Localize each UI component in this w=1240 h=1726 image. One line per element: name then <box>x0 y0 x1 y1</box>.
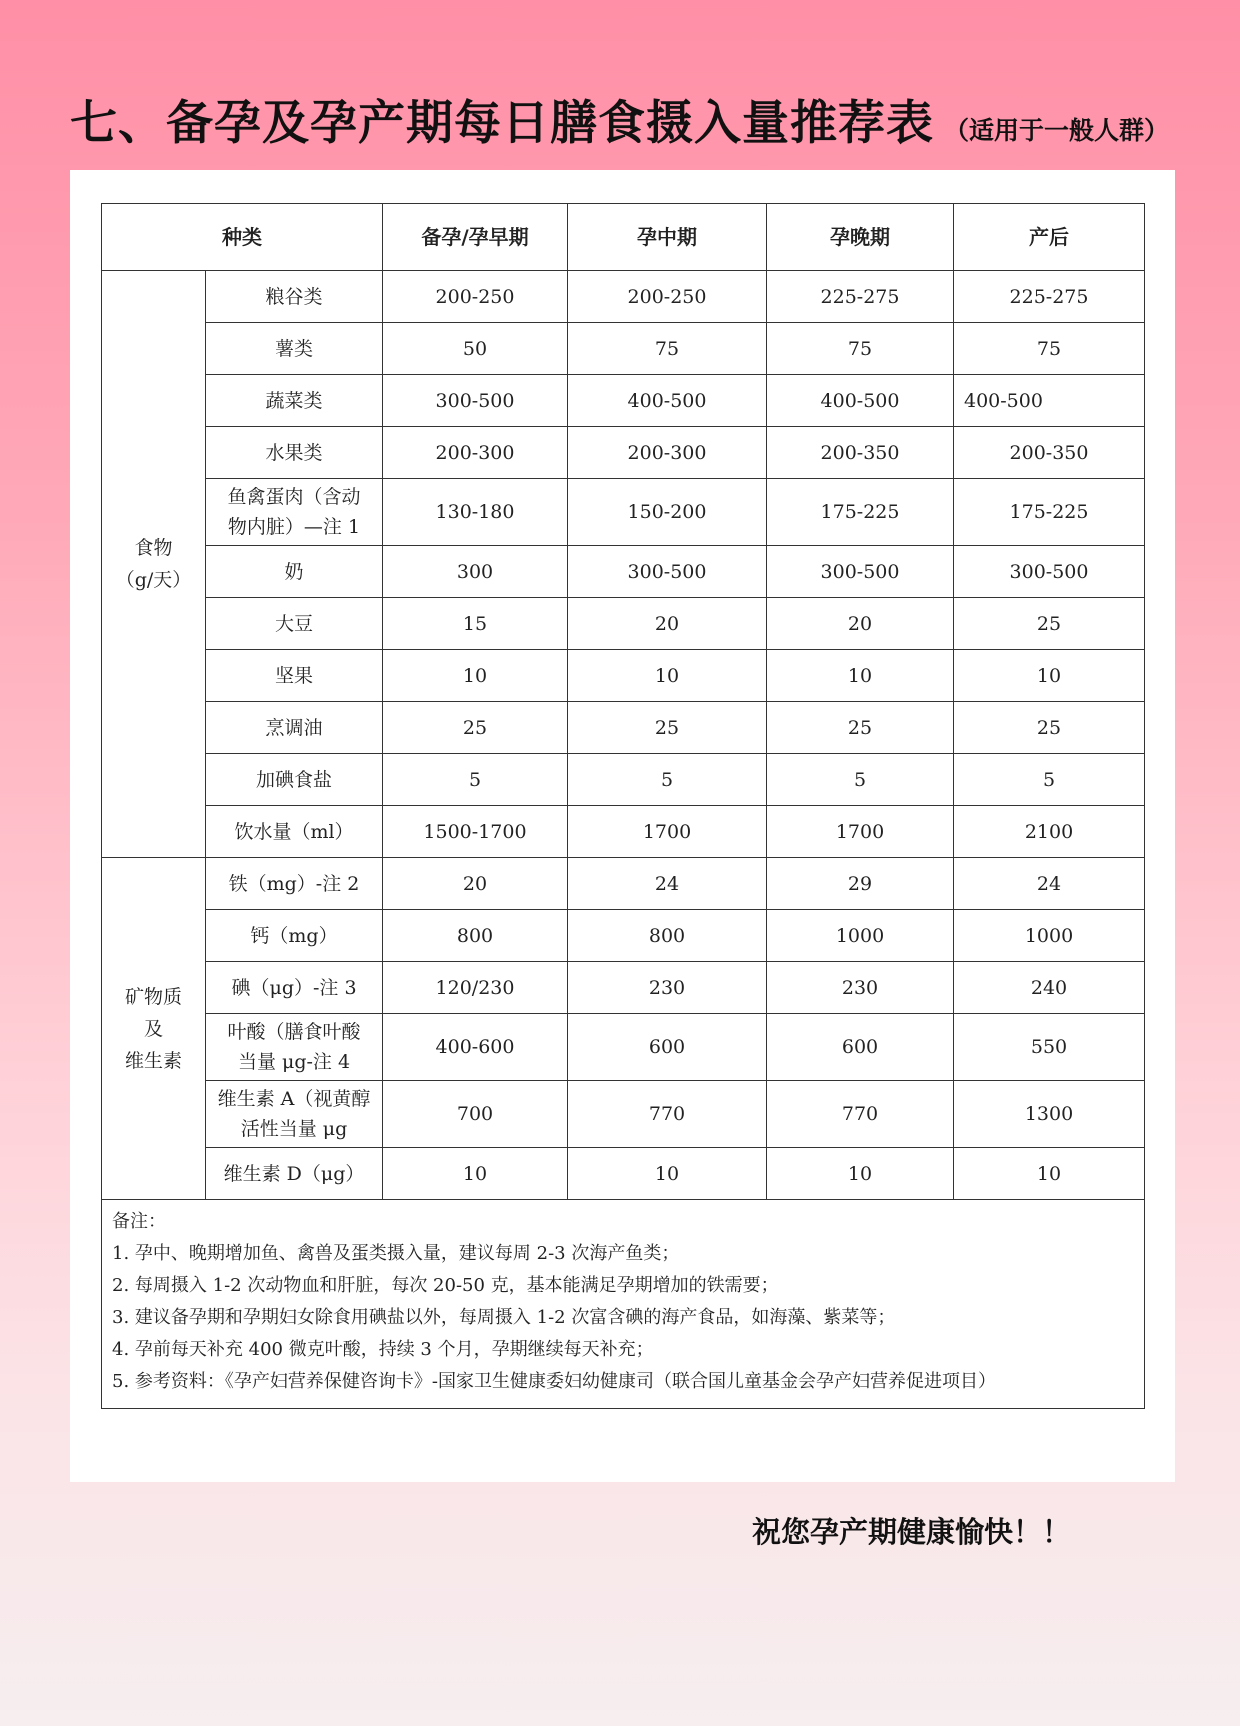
item-name-line: 奶 <box>284 560 304 583</box>
value-cell: 130-180 <box>383 479 568 546</box>
value-cell: 5 <box>954 754 1145 806</box>
group-label-line: 矿物质 <box>124 985 182 1008</box>
value-cell: 1000 <box>954 910 1145 962</box>
value-cell: 800 <box>568 910 767 962</box>
value-cell: 75 <box>767 323 954 375</box>
table-row <box>102 323 1145 375</box>
table-row <box>102 1081 1145 1148</box>
item-name <box>206 479 383 546</box>
table-row <box>102 962 1145 1014</box>
item-name-line: 维生素 D（μg） <box>223 1162 365 1185</box>
group-label <box>102 858 206 1200</box>
value-cell: 230 <box>767 962 954 1014</box>
value-cell: 300 <box>383 546 568 598</box>
value-cell: 1000 <box>767 910 954 962</box>
item-name <box>206 323 383 375</box>
notes-row <box>102 1200 1145 1409</box>
value-cell: 10 <box>954 1148 1145 1200</box>
value-cell: 25 <box>568 702 767 754</box>
group-label-line: 维生素 <box>124 1049 182 1072</box>
intake-table <box>101 203 1145 1409</box>
value-cell: 75 <box>568 323 767 375</box>
page-title <box>70 86 1169 153</box>
value-cell: 1300 <box>954 1081 1145 1148</box>
table-header-row <box>102 204 1145 271</box>
value-cell: 300-500 <box>954 546 1145 598</box>
value-cell: 770 <box>568 1081 767 1148</box>
notes-heading: 备注： <box>112 1211 166 1232</box>
value-cell: 75 <box>954 323 1145 375</box>
value-cell: 24 <box>568 858 767 910</box>
table-row <box>102 910 1145 962</box>
value-cell: 10 <box>568 650 767 702</box>
value-cell: 600 <box>568 1014 767 1081</box>
value-cell: 400-600 <box>383 1014 568 1081</box>
title-main: 七、备孕及孕产期每日膳食摄入量推荐表 <box>70 96 934 151</box>
header-period: 孕晚期 <box>767 204 954 271</box>
item-name <box>206 546 383 598</box>
value-cell: 1500-1700 <box>383 806 568 858</box>
item-name <box>206 858 383 910</box>
table-card <box>70 170 1175 1482</box>
item-name-line: 蔬菜类 <box>265 389 323 412</box>
value-cell: 29 <box>767 858 954 910</box>
value-cell: 5 <box>383 754 568 806</box>
header-period: 产后 <box>954 204 1145 271</box>
value-cell: 120/230 <box>383 962 568 1014</box>
value-cell: 200-300 <box>568 427 767 479</box>
value-cell: 10 <box>383 650 568 702</box>
item-name <box>206 702 383 754</box>
header-period: 孕中期 <box>568 204 767 271</box>
value-cell: 20 <box>767 598 954 650</box>
value-cell: 10 <box>767 650 954 702</box>
value-cell: 25 <box>383 702 568 754</box>
value-cell: 770 <box>767 1081 954 1148</box>
value-cell: 25 <box>954 702 1145 754</box>
value-cell: 10 <box>954 650 1145 702</box>
value-cell: 10 <box>568 1148 767 1200</box>
value-cell: 175-225 <box>767 479 954 546</box>
title-subtitle: （适用于一般人群） <box>944 116 1170 145</box>
item-name <box>206 271 383 323</box>
item-name-line: 铁（mg）-注 2 <box>228 872 360 895</box>
table-row <box>102 806 1145 858</box>
item-name-line: 粮谷类 <box>265 285 323 308</box>
notes-cell <box>102 1200 1145 1409</box>
note-item: 4. 孕前每天补充 400 微克叶酸，持续 3 个月，孕期继续每天补充； <box>112 1339 654 1360</box>
table-row <box>102 650 1145 702</box>
table-row <box>102 1148 1145 1200</box>
table-row <box>102 754 1145 806</box>
value-cell: 24 <box>954 858 1145 910</box>
table-row <box>102 271 1145 323</box>
value-cell: 240 <box>954 962 1145 1014</box>
value-cell: 200-350 <box>954 427 1145 479</box>
item-name-line: 坚果 <box>274 664 313 687</box>
value-cell: 1700 <box>767 806 954 858</box>
table-row <box>102 702 1145 754</box>
value-cell: 175-225 <box>954 479 1145 546</box>
value-cell: 400-500 <box>954 375 1145 427</box>
item-name <box>206 1014 383 1081</box>
note-item: 2. 每周摄入 1-2 次动物血和肝脏，每次 20-50 克，基本能满足孕期增加的铁需要； <box>112 1275 779 1296</box>
value-cell: 25 <box>767 702 954 754</box>
item-name-line: 物内脏）—注 1 <box>227 516 361 538</box>
value-cell: 225-275 <box>954 271 1145 323</box>
value-cell: 700 <box>383 1081 568 1148</box>
item-name-line: 鱼禽蛋肉（含动 <box>227 486 361 508</box>
table-row <box>102 427 1145 479</box>
value-cell: 300-500 <box>767 546 954 598</box>
item-name <box>206 1148 383 1200</box>
item-name-line: 水果类 <box>265 441 323 464</box>
item-name <box>206 910 383 962</box>
value-cell: 230 <box>568 962 767 1014</box>
value-cell: 15 <box>383 598 568 650</box>
value-cell: 25 <box>954 598 1145 650</box>
note-item: 1. 孕中、晚期增加鱼、禽兽及蛋类摄入量，建议每周 2-3 次海产鱼类； <box>112 1243 680 1264</box>
table-row <box>102 479 1145 546</box>
item-name-line: 活性当量 μg <box>240 1118 348 1140</box>
value-cell: 600 <box>767 1014 954 1081</box>
value-cell: 5 <box>767 754 954 806</box>
value-cell: 20 <box>383 858 568 910</box>
table-row <box>102 1014 1145 1081</box>
value-cell: 10 <box>383 1148 568 1200</box>
item-name <box>206 427 383 479</box>
value-cell: 20 <box>568 598 767 650</box>
item-name-line: 叶酸（膳食叶酸 <box>227 1021 361 1043</box>
header-category: 种类 <box>102 204 383 271</box>
item-name-line: 加碘食盐 <box>255 768 332 791</box>
value-cell: 300-500 <box>568 546 767 598</box>
item-name <box>206 1081 383 1148</box>
value-cell: 200-250 <box>383 271 568 323</box>
value-cell: 200-350 <box>767 427 954 479</box>
table-row <box>102 598 1145 650</box>
item-name <box>206 598 383 650</box>
item-name <box>206 962 383 1014</box>
value-cell: 400-500 <box>767 375 954 427</box>
header-period: 备孕/孕早期 <box>383 204 568 271</box>
group-label-line: 及 <box>143 1017 163 1040</box>
item-name-line: 碘（μg）-注 3 <box>231 976 357 999</box>
value-cell: 5 <box>568 754 767 806</box>
item-name-line: 大豆 <box>274 612 313 635</box>
value-cell: 550 <box>954 1014 1145 1081</box>
item-name-line: 薯类 <box>274 337 313 360</box>
value-cell: 300-500 <box>383 375 568 427</box>
table-row <box>102 858 1145 910</box>
item-name-line: 维生素 A（视黄醇 <box>217 1088 371 1110</box>
table-row <box>102 546 1145 598</box>
closing-greeting: 祝您孕产期健康愉快！！ <box>752 1515 1072 1549</box>
item-name <box>206 375 383 427</box>
item-name-line: 烹调油 <box>265 716 323 739</box>
note-item: 5. 参考资料：《孕产妇营养保健咨询卡》-国家卫生健康委妇幼健康司（联合国儿童基金会孕产妇营养促进项目） <box>112 1371 996 1392</box>
group-label-line: （g/天） <box>115 569 192 591</box>
value-cell: 1700 <box>568 806 767 858</box>
table-row <box>102 375 1145 427</box>
item-name <box>206 806 383 858</box>
item-name <box>206 650 383 702</box>
value-cell: 10 <box>767 1148 954 1200</box>
value-cell: 2100 <box>954 806 1145 858</box>
value-cell: 225-275 <box>767 271 954 323</box>
value-cell: 800 <box>383 910 568 962</box>
group-label-line: 食物 <box>134 537 173 559</box>
value-cell: 200-300 <box>383 427 568 479</box>
item-name-line: 饮水量（ml） <box>234 820 354 843</box>
item-name-line: 当量 μg-注 4 <box>237 1051 351 1073</box>
item-name <box>206 754 383 806</box>
item-name-line: 钙（mg） <box>250 924 338 947</box>
value-cell: 400-500 <box>568 375 767 427</box>
note-item: 3. 建议备孕期和孕期妇女除食用碘盐以外，每周摄入 1-2 次富含碘的海产食品，如海藻、紫菜等； <box>112 1307 896 1328</box>
value-cell: 200-250 <box>568 271 767 323</box>
value-cell: 50 <box>383 323 568 375</box>
value-cell: 150-200 <box>568 479 767 546</box>
group-label <box>102 271 206 858</box>
